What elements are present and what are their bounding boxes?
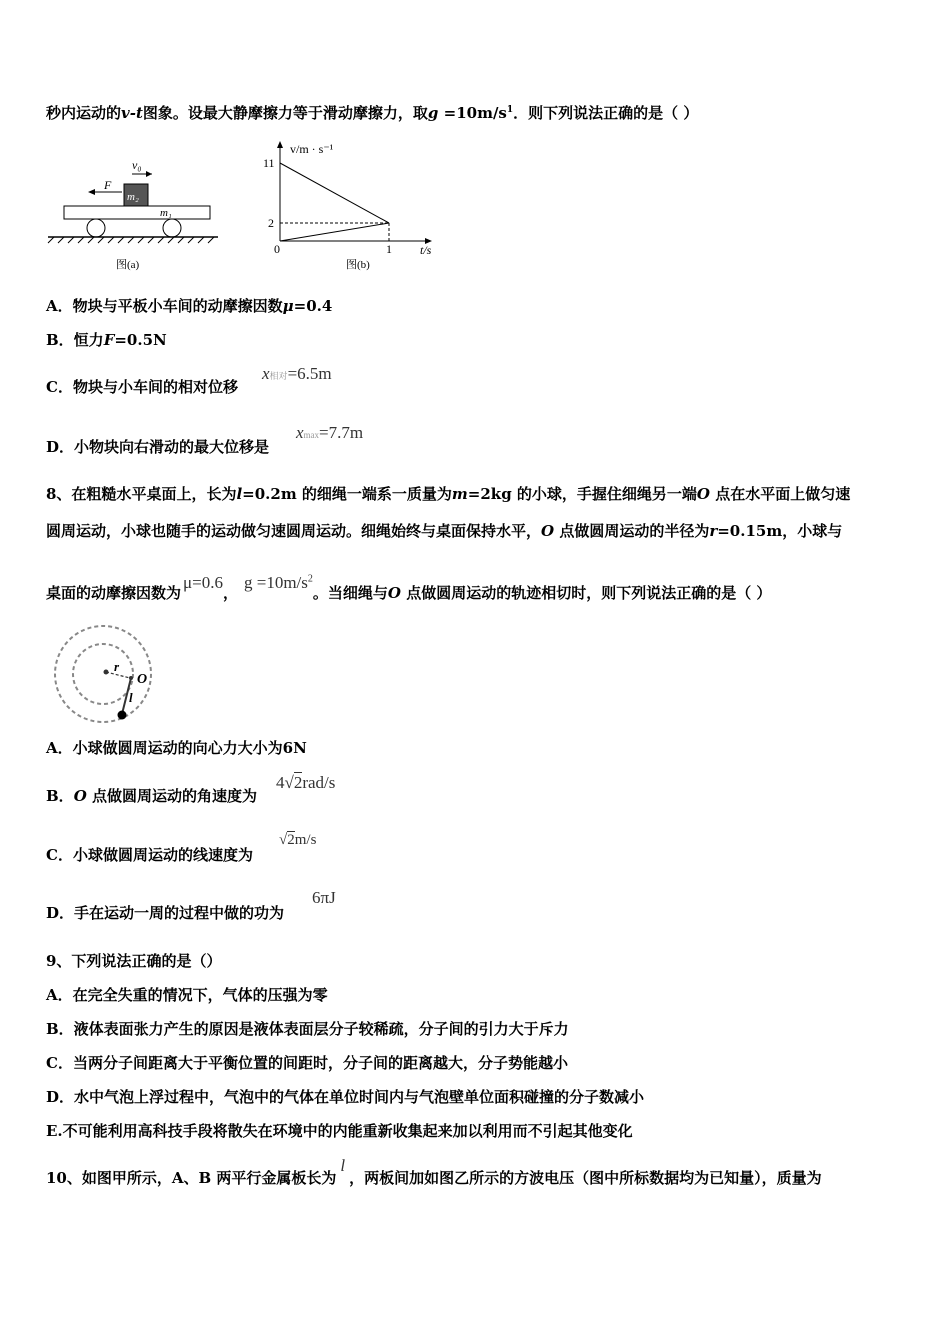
sqrt-sign: √: [279, 832, 288, 848]
q8-text: =2kg 的小球，手握住细绳另一端: [467, 485, 697, 503]
formula-x: x: [262, 364, 270, 383]
block-m2-label: m₂: [127, 191, 139, 203]
force-arrow-head: [88, 189, 95, 195]
q8-option-b-prefix: B．: [46, 787, 74, 805]
sqrt-sign: √: [284, 773, 294, 792]
q8-option-a-value: 6N: [282, 739, 307, 757]
q7-stem-text-3: =10m/s: [438, 104, 507, 122]
q8-text: =0.15m，小球与: [717, 522, 843, 540]
q7-option-d-formula: [296, 423, 363, 443]
q8-option-b-O: O: [73, 787, 87, 805]
q7-option-d-text: D．小物块向右滑动的最大位移是: [46, 438, 270, 456]
q8-text: 8、在粗糙水平桌面上，长为: [46, 485, 237, 503]
formula-value: =7.7m: [319, 423, 364, 442]
q10-stem: [46, 1156, 822, 1188]
q7-option-c: [46, 376, 238, 397]
figure-a-caption: 图(a): [116, 259, 140, 271]
q7-stem-vt: v-t: [121, 104, 143, 122]
plate-m1-label: m₁: [160, 207, 172, 219]
q8-option-d-text: D．手在运动一周的过程中做的功为: [46, 904, 285, 922]
q8-text: 点做圆周运动的半径为: [554, 522, 710, 540]
q8-option-b-text: 点做圆周运动的角速度为: [86, 787, 257, 805]
label-O: O: [137, 672, 148, 687]
q8-text: =0.2m 的细绳一端系一质量为: [242, 485, 452, 503]
q8-stem-line-3: [46, 573, 772, 603]
q8-g-sup: 2: [307, 573, 313, 585]
q7-option-a-mu: μ: [282, 297, 294, 315]
q8-option-d-formula: 6πJ: [312, 888, 336, 907]
ground-hatch: [48, 237, 214, 243]
q7-stem-text-2: 图象。设最大静摩擦力等于滑动摩擦力，取: [142, 104, 428, 122]
label-l: l: [129, 690, 133, 705]
q8-text: 桌面的动摩擦因数为: [46, 584, 182, 602]
q9-option-d: D．水中气泡上浮过程中，气泡中的气体在单位时间内与气泡壁单位面积碰撞的分子数减小: [46, 1088, 645, 1106]
q7-option-b-F: F: [103, 331, 115, 349]
q8-var-m: m: [451, 485, 468, 503]
q8-g-value: g =10m/s: [243, 573, 308, 592]
q7-option-d: [46, 436, 269, 457]
q8-option-c: [46, 844, 253, 865]
tick-11: 11: [263, 156, 275, 170]
q10-text: ，两板间加如图乙所示的方波电压（图中所标数据均为已知量），质量为: [349, 1169, 822, 1187]
formula-coef: 4: [276, 773, 285, 792]
x-axis-label: t/s: [420, 243, 432, 257]
radicand: 2: [293, 773, 303, 792]
q8-g-formula: [244, 573, 313, 592]
figure-b-caption: 图(b): [346, 259, 370, 271]
q8-option-c-text: C．小球做圆周运动的线速度为: [46, 846, 253, 864]
q7-option-b-value: =0.5N: [114, 331, 167, 349]
q8-option-c-formula: [279, 832, 316, 849]
q10-var-l: l: [340, 1156, 346, 1175]
inner-track: [73, 644, 133, 704]
q9-option-a: A．在完全失重的情况下，气体的压强为零: [46, 986, 328, 1004]
v0-arrow-head: [146, 171, 152, 177]
formula-sub-relative: 相对: [269, 371, 288, 381]
q9-option-b: B．液体表面张力产生的原因是液体表面层分子较稀疏，分子间的引力大于斥力: [46, 1020, 569, 1038]
wheel-right: [163, 219, 181, 237]
q8-stem-line-2: [46, 520, 842, 541]
q7-stem: [46, 102, 698, 123]
q8-option-b: [46, 785, 257, 806]
q7-option-c-text: C．物块与小车间的相对位移: [46, 378, 238, 396]
formula-unit: m/s: [294, 832, 317, 848]
force-label: F: [104, 178, 112, 192]
q7-option-b-text: B．恒力: [46, 331, 104, 349]
q8-stem-line-1: [46, 483, 850, 504]
line-block: [280, 223, 389, 241]
q8-option-a-text: A．小球做圆周运动的向心力大小为: [46, 739, 283, 757]
q7-stem-text-4: ．则下列说法正确的是（ ）: [513, 104, 699, 122]
q9-option-c: C．当两分子间距离大于平衡位置的间距时，分子间的距离越大，分子势能越小: [46, 1054, 568, 1072]
q7-option-a: [46, 295, 332, 316]
tick-2: 2: [268, 216, 274, 230]
formula-sub-max: max: [303, 430, 320, 440]
radicand: 2: [287, 832, 295, 848]
q10-text: 10、如图甲所示，A、B 两平行金属板长为: [46, 1169, 337, 1187]
y-axis-arrow: [277, 141, 283, 148]
q8-text: 。当细绳与: [312, 584, 388, 602]
tick-1: 1: [386, 242, 392, 256]
q7-stem-text-1: 秒内运动的: [46, 104, 122, 122]
formula-unit: rad/s: [302, 773, 336, 792]
q8-figure: [50, 622, 160, 727]
q7-stem-g: g: [427, 104, 439, 122]
q8-var-O: O: [541, 522, 555, 540]
q8-var-l: l: [236, 485, 243, 503]
q8-mu-formula: μ=0.6: [183, 573, 223, 592]
q8-var-O: O: [387, 584, 401, 602]
q8-text: 圆周运动，小球也随手的运动做匀速圆周运动。细绳始终与桌面保持水平，: [46, 522, 542, 540]
q7-option-b: [46, 329, 167, 350]
q8-option-d: [46, 902, 284, 923]
ball: [118, 711, 127, 720]
formula-value: =6.5m: [287, 364, 332, 383]
tick-origin: 0: [274, 242, 280, 256]
q7-option-c-formula: [262, 364, 332, 384]
q8-text: 点做圆周运动的轨迹相切时，则下列说法正确的是（ ）: [400, 584, 772, 602]
q7-option-a-text: A．物块与平板小车间的动摩擦因数: [46, 297, 283, 315]
v0-label: v₀: [132, 158, 142, 172]
q7-option-a-value: =0.4: [293, 297, 333, 315]
formula-x: x: [296, 423, 304, 442]
q8-option-a: [46, 737, 307, 758]
q8-option-b-formula: [276, 773, 335, 793]
plate-m1: [64, 206, 210, 219]
q8-var-O: O: [696, 485, 710, 503]
y-axis-label: v/m · s⁻¹: [290, 142, 334, 156]
line-cart: [280, 163, 389, 223]
wheel-left: [87, 219, 105, 237]
q7-figure-b: [258, 137, 448, 277]
q9-option-e: E.不可能利用高科技手段将散失在环境中的内能重新收集起来加以利用而不引起其他变化: [46, 1122, 633, 1140]
q8-text: ，: [222, 584, 238, 602]
q8-text: 点在水平面上做匀速: [710, 485, 851, 503]
q8-var-r: r: [709, 522, 718, 540]
label-r: r: [114, 659, 120, 674]
q9-stem: 9、下列说法正确的是（）: [46, 952, 222, 970]
q7-stem-sup: 1: [506, 105, 514, 115]
q7-figure-a: [44, 150, 224, 275]
